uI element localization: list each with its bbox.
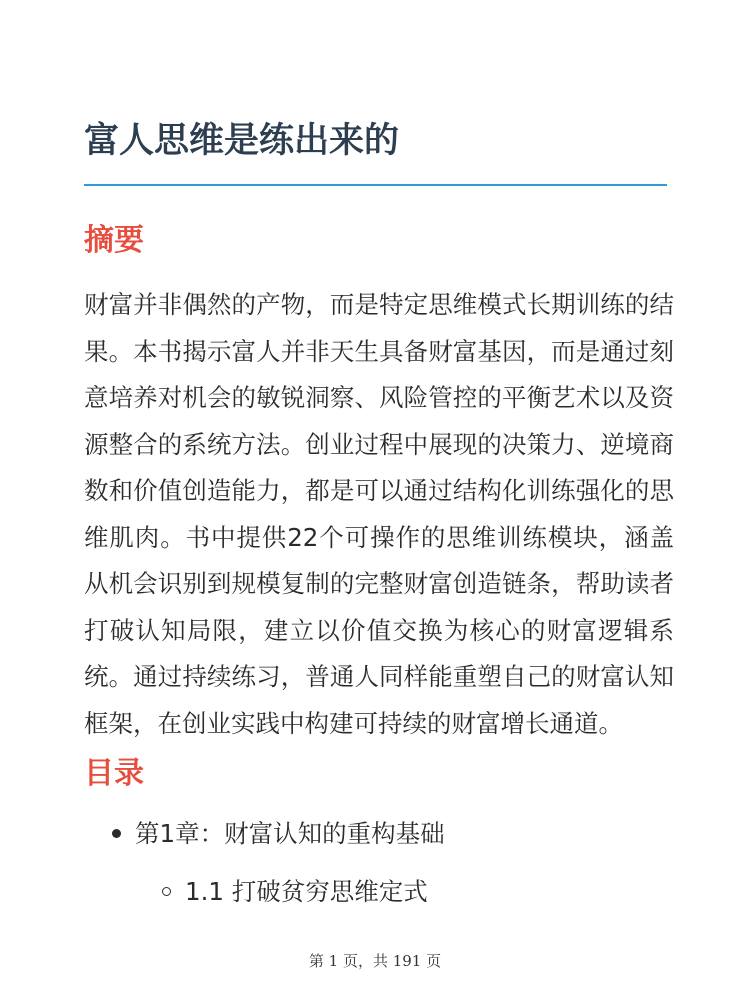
title-divider xyxy=(84,184,667,186)
document-title: 富人思维是练出来的 xyxy=(84,121,400,161)
toc-item-chapter-1[interactable] xyxy=(112,816,445,852)
bullet-disc-icon xyxy=(112,829,121,838)
toc-item-label: 第1章：财富认知的重构基础 xyxy=(135,819,445,848)
toc-heading: 目录 xyxy=(84,756,144,791)
page-number-footer: 第 1 页，共 191 页 xyxy=(308,952,442,970)
summary-heading: 摘要 xyxy=(84,223,144,258)
bullet-circle-icon xyxy=(162,887,171,896)
summary-paragraph: 财富并非偶然的产物，而是特定思维模式长期训练的结果。本书揭示富人并非天生具备财富基因，而是通过刻意培养对机会的敏锐洞察、风险管控的平衡艺术以及资源整合的系统方法。创业过程中展现的决策力、逆境商数和价值创造能力，都是可以通过结构化训练强化的思维肌肉。书中提供22个可操作的思维训练模块，涵盖从机会识别到规模复制的完整财富创造链条，帮助读者打破认知局限，建立以价值交换为核心的财富逻辑系统。通过持续练习，普通人同样能重塑自己的财富认知框架，在创业实践中构建可持续的财富增长通道。 xyxy=(84,290,674,738)
toc-item-section-1-1[interactable] xyxy=(162,874,428,910)
toc-item-label: 1.1 打破贫穷思维定式 xyxy=(185,877,428,906)
